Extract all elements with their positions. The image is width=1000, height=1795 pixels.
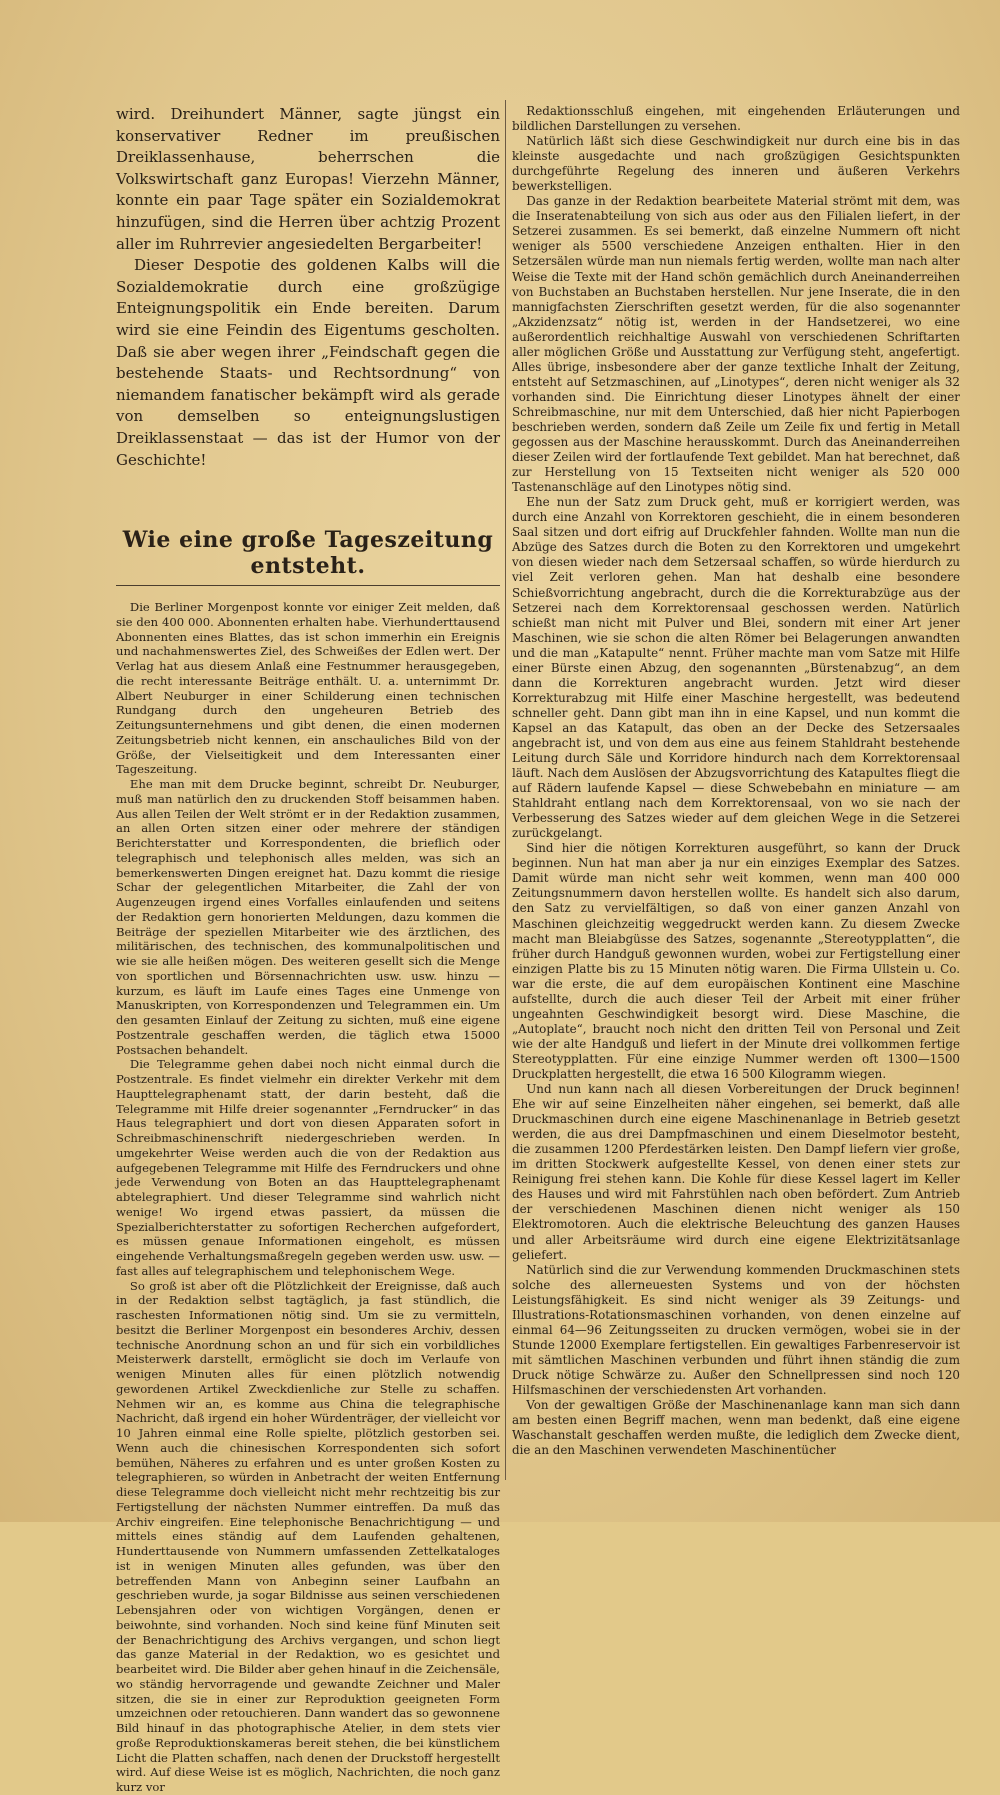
article-headline: Wie eine große Tageszeitung entsteht. xyxy=(116,527,500,586)
article-paragraph: Redaktionsschluß eingehen, mit eingehenden Erläuterungen und bildlichen Darstellungen zu versehen. xyxy=(512,104,960,134)
article-body-left xyxy=(116,600,500,1795)
right-column xyxy=(512,104,960,1482)
article-paragraph: Die Telegramme gehen dabei noch nicht einmal durch die Postzentrale. Es findet vielmehr ein direkter Verkehr mit dem Haupttelegraphenamt statt, der darin besteht, daß die Telegramme mit Hilfe dreier sogenannter „Ferndrucker“ in das Haus telegraphiert und dort von diesen Apparaten sofort in Schreibmaschinenschrift niedergeschrieben werden. In umgekehrter Weise werden auch die von der Redaktion aus aufgegebenen Telegramme mit Hilfe des Ferndruckers und ohne jede Verwendung von Boten an das Haupttelegraphenamt abtelegraphiert. Und dieser Telegramme sind wahrlich nicht wenige! Wo irgend etwas passiert, da müssen die Spezialberichterstatter zu sofortigen Recherchen aufgefordert, es müssen genaue Informationen eingeholt, es müssen eingehende Verhaltungsmaßregeln gegeben werden usw. usw. — fast alles auf telegraphischem und telephonischem Wege. xyxy=(116,1057,500,1278)
intro-section xyxy=(116,104,500,471)
article-paragraph: Natürlich läßt sich diese Geschwindigkeit nur durch eine bis in das kleinste ausgedachte und nach großzügigen Gesichtspunkten durchgeführte Regelung des inneren und äußeren Verkehrs bewerkstelligen. xyxy=(512,134,960,194)
article-paragraph: Das ganze in der Redaktion bearbeitete Material strömt mit dem, was die Inseratenabteilung von sich aus oder aus den Filialen liefert, in der Setzerei zusammen. Es sei bemerkt, daß einzelne Nummern oft nicht weniger als 5500 verschiedene Anzeigen enthalten. Hier in den Setzersälen würde man nun niemals fertig werden, wollte man nach alter Weise die Texte mit der Hand schön gemächlich durch Aneinanderreihen von Buchstaben an Buchstaben herstellen. Nur jene Inserate, die in den mannigfachsten Zierschriften gesetzt werden, für die also sogenannter „Akzidenzsatz“ nötig ist, werden in der Handsetzerei, wo eine außerordentlich reichhaltige Auswahl von verschiedenen Schriftarten aller möglichen Größe und Ausstattung zur Verfügung steht, angefertigt. Alles übrige, insbesondere aber der ganze textliche Inhalt der Zeitung, entsteht auf Setzmaschinen, auf „Linotypes“, deren nicht weniger als 32 vorhanden sind. Die Einrichtung dieser Linotypes ähnelt der einer Schreibmaschine, nur mit dem Unterschied, daß hier nicht Papierbogen beschrieben werden, sondern daß Zeile um Zeile fix und fertig in Metall gegossen aus der Maschine herausskommt. Durch das Aneinanderreihen dieser Zeilen wird der fortlaufende Text gebildet. Man hat berechnet, daß zur Herstellung von 15 Textseiten nicht weniger als 520 000 Tastenanschläge auf den Linotypes nötig sind. xyxy=(512,194,960,495)
article-paragraph: So groß ist aber oft die Plötzlichkeit der Ereignisse, daß auch in der Redaktion selbst tagtäglich, ja fast stündlich, die raschesten Informationen nötig sind. Um sie zu vermitteln, besitzt die Berliner Morgenpost ein besonderes Archiv, dessen technische Anordnung schon an und für sich ein vorbildliches Meisterwerk darstellt, ermöglicht sie doch im Verlaufe von wenigen Minuten alles für einen plötzlich notwendig gewordenen Artikel Zweckdienliche zur Stelle zu schaffen. Nehmen wir an, es komme aus China die telegraphische Nachricht, daß irgend ein hoher Würdenträger, der vielleicht vor 10 Jahren einmal eine Rolle spielte, plötzlich gestorben sei. Wenn auch die chinesischen Korrespondenten sich sofort bemühen, Näheres zu erfahren und es unter großen Kosten zu telegraphieren, so würden in Anbetracht der weiten Entfernung diese Telegramme doch vielleicht nicht mehr rechtzeitig bis zur Fertigstellung der nächsten Nummer eintreffen. Da muß das Archiv eingreifen. Eine telephonische Benachrichtigung — und mittels eines ständig auf dem Laufenden gehaltenen, Hunderttausende von Nummern umfassenden Zettelkataloges ist in wenigen Minuten alles gefunden, was über den betreffenden Mann von Anbeginn seiner Laufbahn an geschrieben wurde, ja sogar Bildnisse aus seinen verschiedenen Lebensjahren oder von wichtigen Vorgängen, denen er beiwohnte, sind vorhanden. Noch sind keine fünf Minuten seit der Benachrichtigung des Archivs vergangen, und schon liegt das ganze Material in der Redaktion, wo es gesichtet und bearbeitet wird. Die Bilder aber gehen hinauf in die Zeichensäle, wo ständig hervorragende und gewandte Zeichner und Maler sitzen, die sie in einer zur Reproduktion geeigneten Form umzeichnen oder retouchieren. Dann wandert das so gewonnene Bild hinauf in das photographische Atelier, in dem stets vier große Reproduktionskameras bereit stehen, die bei künstlichem Licht die Platten schaffen, nach denen der Druckstoff hergestellt wird. Auf diese Weise ist es möglich, Nachrichten, die noch ganz kurz vor xyxy=(116,1278,500,1795)
article-paragraph: Sind hier die nötigen Korrekturen ausgeführt, so kann der Druck beginnen. Nun hat man aber ja nur ein einziges Exemplar des Satzes. Damit würde man nicht sehr weit kommen, wenn man 400 000 Zeitungsnummern davon herstellen wollte. Es handelt sich also darum, den Satz zu vervielfältigen, so daß von einer ganzen Anzahl von Maschinen gleichzeitig weggedruckt werden kann. Zu diesem Zwecke macht man Bleiabgüsse des Satzes, sogenannte „Stereotypplatten“, die früher durch Handguß gewonnen wurden, wobei zur Fertigstellung einer einzigen Platte bis zu 15 Minuten nötig waren. Die Firma Ullstein u. Co. war die erste, die auf dem europäischen Kontinent eine Maschine aufstellte, durch die auch dieser Teil der Arbeit mit einer früher ungeahnten Geschwindigkeit besorgt wird. Diese Maschine, die „Autoplate“, braucht noch nicht den dritten Teil von Personal und Zeit wie der alte Handguß und liefert in der Minute drei vollkommen fertige Stereotypplatten. Für eine einzige Nummer werden oft 1300—1500 Druckplatten hergestellt, die etwa 16 500 Kilogramm wiegen. xyxy=(512,841,960,1081)
column-divider xyxy=(505,100,506,1480)
article-paragraph: Und nun kann nach all diesen Vorbereitungen der Druck beginnen! Ehe wir auf seine Einzelheiten näher eingehen, sei bemerkt, daß alle Druckmaschinen durch eine eigene Maschinenanlage in Betrieb gesetzt werden, die aus drei Dampfmaschinen und einem Dieselmotor besteht, die zusammen 1200 Pferdestärken leisten. Den Dampf liefern vier große, im dritten Stockwerk aufgestellte Kessel, von denen einer stets zur Reinigung frei stehen kann. Die Kohle für diese Kessel lagert im Keller des Hauses und wird mit Fahrstühlen nach oben befördert. Zum Antrieb der verschiedenen Maschinen dienen nicht weniger als 150 Elektromotoren. Auch die elektrische Beleuchtung des ganzen Hauses und aller Arbeitsräume wird durch eine eigene Elektrizitätsanlage geliefert. xyxy=(512,1082,960,1262)
article-paragraph: Von der gewaltigen Größe der Maschinenanlage kann man sich dann am besten einen Begriff machen, wenn man bedenkt, daß eine eigene Waschanstalt geschaffen werden mußte, die lediglich dem Zwecke dient, die an den Maschinen verwendeten Maschinentücher xyxy=(512,1398,960,1458)
article-paragraph: Die Berliner Morgenpost konnte vor einiger Zeit melden, daß sie den 400 000. Abonnenten erhalten habe. Vierhunderttausend Abonnenten eines Blattes, das ist schon immerhin ein Ereignis und nachahmenswertes Ziel, des Schweißes der Edlen wert. Der Verlag hat aus diesem Anlaß eine Festnummer herausgegeben, die recht interessante Beiträge enthält. U. a. unternimmt Dr. Albert Neuburger in einer Schilderung einen technischen Rundgang durch den ungeheuren Betrieb des Zeitungsunternehmens und gibt denen, die einen modernen Zeitungsbetrieb nicht kennen, ein anschauliches Bild von der Größe, der Vielseitigkeit und dem Interessanten einer Tageszeitung. xyxy=(116,600,500,777)
intro-paragraph: wird. Dreihundert Männer, sagte jüngst ein konservativer Redner im preußischen Dreiklassenhause, beherrschen die Volkswirtschaft ganz Europas! Vierzehn Männer, konnte ein paar Tage später ein Sozialdemokrat hinzufügen, sind die Herren über achtzig Prozent aller im Ruhrrevier angesiedelten Bergarbeiter! xyxy=(116,105,500,253)
article-paragraph: Natürlich sind die zur Verwendung kommenden Druckmaschinen stets solche des allerneuesten Systems und von der höchsten Leistungsfähigkeit. Es sind nicht weniger als 39 Zeitungs- und Illustrations-Rotationsmaschinen vorhanden, von denen einzelne auf einmal 64—96 Zeitungsseiten zu drucken vermögen, wobei sie in der Stunde 12000 Exemplare fertigstellen. Ein gewaltiges Farbenreservoir ist mit sämtlichen Maschinen verbunden und führt ihnen ständig die zum Druck nötige Schwärze zu. Außer den Schnellpressen sind noch 120 Hilfsmaschinen der verschiedensten Art vorhanden. xyxy=(512,1262,960,1397)
article-paragraph: Ehe nun der Satz zum Druck geht, muß er korrigiert werden, was durch eine Anzahl von Korrektoren geschieht, die in einem besonderen Saal sitzen und dort eifrig auf Druckfehler fahnden. Wollte man nun die Abzüge des Satzes durch die Boten zu den Korrektoren und umgekehrt von diesen wieder nach dem Setzersaal schaffen, so würde hierdurch zu viel Zeit verloren gehen. Man hat deshalb eine besondere Schießvorrichtung angebracht, durch die die Korrekturabzüge aus der Setzerei nach dem Korrektorensaal geschossen werden. Natürlich schießt man nicht mit Pulver und Blei, sondern mit einer Art jener Maschinen, wie sie schon die alten Römer bei Belagerungen anwandten und die man „Katapulte“ nennt. Früher machte man vom Satze mit Hilfe einer Bürste einen Abzug, den sogenannten „Bürstenabzug“, an dem dann die Korrekturen angebracht wurden. Jetzt wird dieser Korrekturabzug mit Hilfe einer Maschine hergestellt, was bedeutend schneller geht. Dann gibt man ihn in eine Kapsel, und nun kommt die Kapsel an das Katapult, das oben an der Decke des Setzersaales angebracht ist, und von dem aus eine aus feinem Stahldraht bestehende Leitung durch Säle und Korridore hindurch nach dem Korrektorensaal läuft. Nach dem Auslösen der Abzugsvorrichtung des Katapultes fliegt die auf Rädern laufende Kapsel — diese Schwebebahn en miniature — am Stahldraht entlang nach dem Korrektorensaal, von wo sie nach der Verbesserung des Satzes wieder auf dem gleichen Wege in die Setzerei zurückgelangt. xyxy=(512,495,960,841)
article-paragraph: Ehe man mit dem Drucke beginnt, schreibt Dr. Neuburger, muß man natürlich den zu druckenden Stoff beisammen haben. Aus allen Teilen der Welt strömt er in der Redaktion zusammen, an allen Orten sitzen einer oder mehrere der ständigen Berichterstatter und Korrespondenten, die brieflich oder telegraphisch und telephonisch alles melden, was sich an bemerkenswerten Dingen ereignet hat. Dazu kommt die riesige Schar der gelegentlichen Mitarbeiter, die Zahl der von Augenzeugen irgend eines Vorfalles einlaufenden und seitens der Redaktion gern honorierten Meldungen, dazu kommen die Beiträge der speziellen Mitarbeiter wie des ärztlichen, des militärischen, des technischen, des kommunalpolitischen und wie sie alle heißen mögen. Des weiteren gesellt sich die Menge von sportlichen und Börsennachrichten usw. usw. hinzu — kurzum, es läuft im Laufe eines Tages eine Unmenge von Manuskripten, von Korrespondenzen und Telegrammen ein. Um den gesamten Einlauf der Zeitung zu sichten, muß eine eigene Postzentrale geschaffen werden, die täglich etwa 15000 Postsachen behandelt. xyxy=(116,777,500,1057)
intro-paragraph: Dieser Despotie des goldenen Kalbs will die Sozialdemokratie durch eine großzügige Enteignungspolitik ein Ende bereiten. Darum wird sie eine Feindin des Eigentums gescholten. Daß sie aber wegen ihrer „Feindschaft gegen die bestehende Staats- und Rechtsordnung“ von niemandem fanatischer bekämpft wird als gerade von demselben so enteignungslustigen Dreiklassenstaat — das ist der Humor von der Geschichte! xyxy=(116,256,500,469)
left-column xyxy=(116,104,500,1795)
